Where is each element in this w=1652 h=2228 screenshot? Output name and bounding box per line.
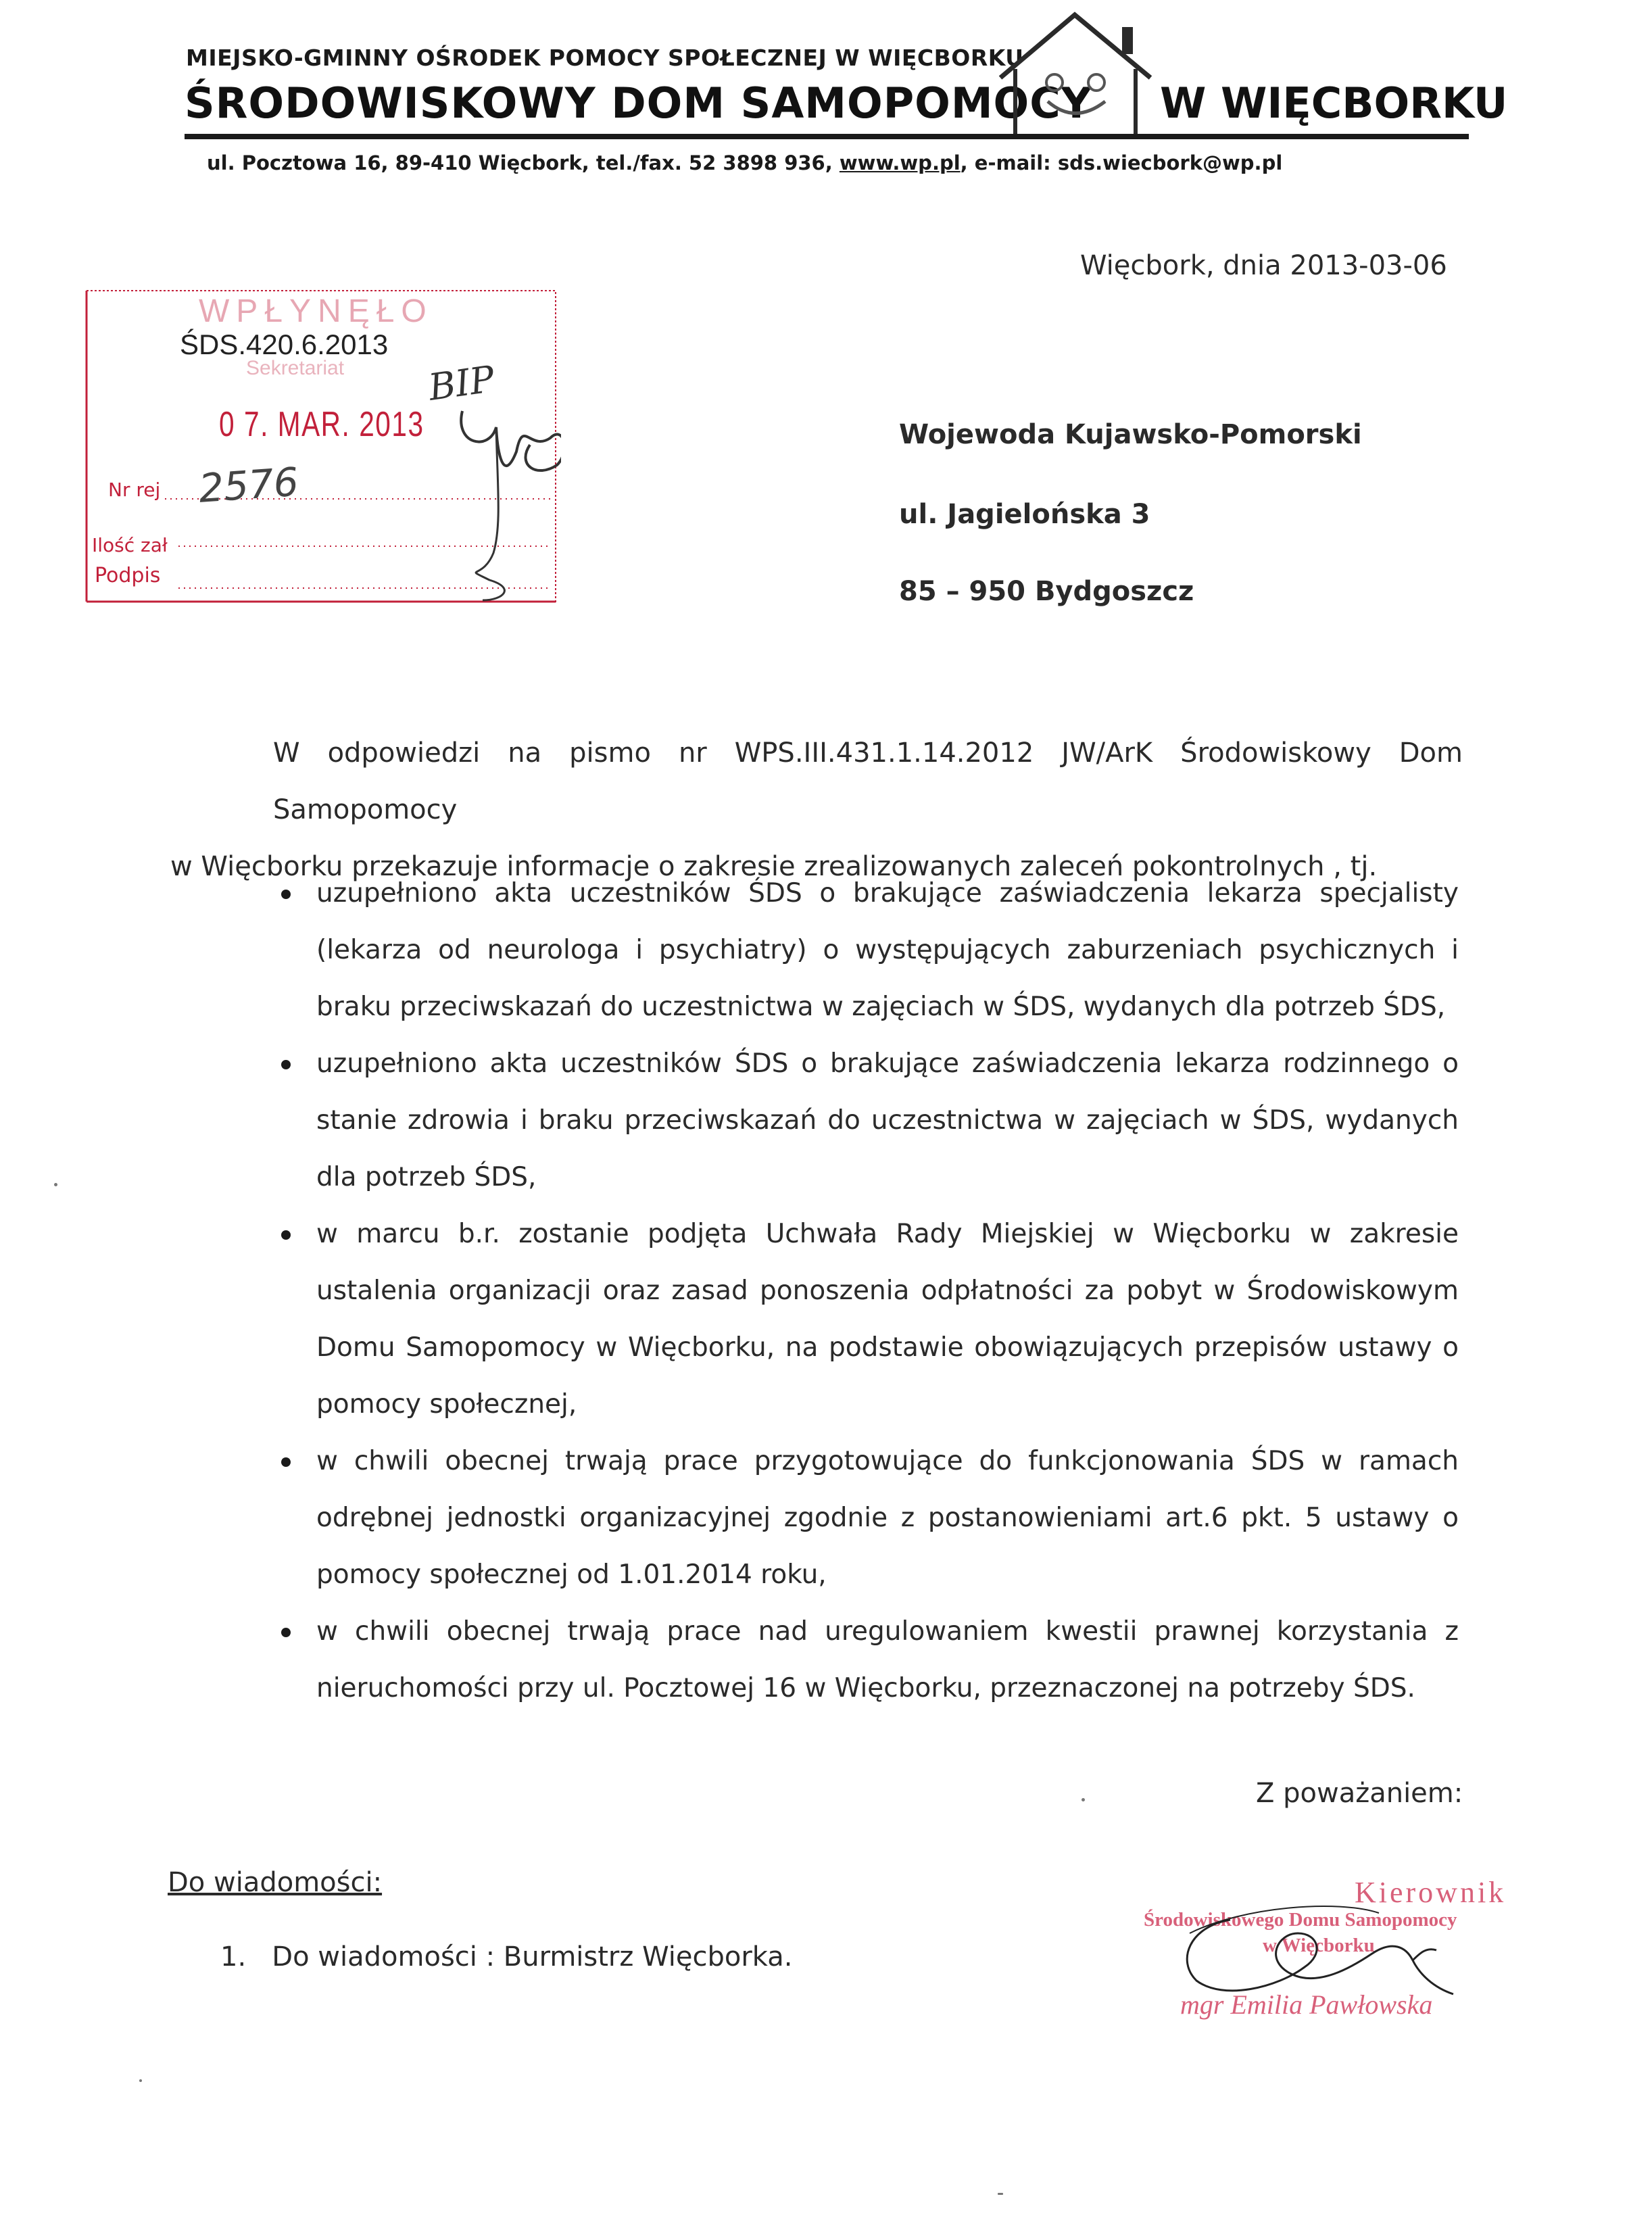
house-logo-icon (973, 7, 1176, 142)
list-item: uzupełniono akta uczestników ŚDS o brakujące zaświadczenia lekarza rodzinnego o stanie zdrowia i braku przeciwskazań do uczestnictwa w zajęciach w ŚDS, wydanych dla potrzeb ŚDS, (316, 1036, 1459, 1206)
closing-salutation: Z poważaniem: (1256, 1778, 1463, 1809)
intro-line-1: W odpowiedzi na pismo nr WPS.III.431.1.14.2012 JW/ArK Środowiskowy Dom Samopomocy (273, 737, 1463, 825)
stamp-title: WPŁYNĘŁO (199, 293, 433, 329)
stamp-nr-label: Nr rej (108, 479, 161, 501)
signature-city: w Więcborku (1263, 1935, 1375, 1956)
recipient-name: Wojewoda Kujawsko-Pomorski (899, 419, 1362, 450)
findings-list (316, 865, 1459, 1717)
stamp-ilosc-label: Ilość zał (92, 534, 168, 556)
cc-item: 1. Do wiadomości : Burmistrz Więcborka. (220, 1941, 793, 1972)
svg-text:Sekretariat: Sekretariat (246, 357, 345, 379)
parent-organization: MIEJSKO-GMINNY OŚRODEK POMOCY SPOŁECZNEJ W WIĘCBORKU (186, 45, 1024, 71)
website-link: www.wp.pl (839, 151, 961, 174)
bullet-icon (281, 1060, 291, 1069)
stamp-handwritten-number: 2576 (197, 458, 300, 512)
letterhead-rule (185, 134, 1469, 139)
scan-speck (139, 2079, 142, 2082)
scan-speck (54, 1183, 57, 1186)
signature-organization: Środowiskowego Domu Samopomocy (1144, 1909, 1457, 1931)
bullet-icon (281, 890, 291, 899)
organization-address: ul. Pocztowa 16, 89-410 Więcbork, tel./fax. 52 3898 936, www.wp.pl, e-mail: sds.wiecbork@wp.pl (207, 151, 1283, 174)
scan-speck (998, 2193, 1003, 2195)
list-item: uzupełniono akta uczestników ŚDS o brakujące zaświadczenia lekarza specjalisty (lekarza od neurologa i psychiatry) o występujących zaburzeniach psychicznych i braku przeciwskazań do uczestnictwa w zajęciach w ŚDS, wydanych dla potrzeb ŚDS, (316, 865, 1459, 1036)
list-item: w marcu b.r. zostanie podjęta Uchwała Rady Miejskiej w Więcborku w zakresie ustalenia organizacji oraz zasad ponoszenia odpłatności za pobyt w Środowiskowym Domu Samopomocy w Więcborku, na podstawie obowiązujących przepisów ustawy o pomocy społecznej, (316, 1206, 1459, 1433)
signature-title: Kierownik (1355, 1876, 1507, 1909)
recipient-street: ul. Jagielońska 3 (899, 499, 1150, 530)
handwritten-signature (1149, 1886, 1501, 2028)
stamp-received-date: 0 7. MAR. 2013 (219, 405, 424, 444)
stamp-handwritten-note: BIP (426, 357, 497, 409)
list-item: w chwili obecnej trwają prace nad uregulowaniem kwestii prawnej korzystania z nieruchomości przy ul. Pocztowej 16 w Więcborku, przeznaczonej na potrzeby ŚDS. (316, 1603, 1459, 1717)
cc-heading: Do wiadomości: (168, 1867, 383, 1898)
organization-city: W WIĘCBORKU (1160, 78, 1508, 128)
signature-name: mgr Emilia Pawłowska (1180, 1989, 1433, 2020)
list-item: w chwili obecnej trwają prace przygotowujące do funkcjonowania ŚDS w ramach odrębnej jednostki organizacyjnej zgodnie z postanowieniami art.6 pkt. 5 ustawy o pomocy społecznej od 1.01.2014 roku, (316, 1433, 1459, 1603)
organization-name: ŚRODOWISKOWY DOM SAMOPOMOCY (185, 78, 1092, 128)
bullet-icon (281, 1457, 291, 1467)
place-date: Więcbork, dnia 2013-03-06 (1080, 250, 1447, 281)
stamp-reference: ŚDS.420.6.2013 (180, 329, 389, 360)
recipient-city: 85 – 950 Bydgoszcz (899, 576, 1194, 607)
stamp-podpis-label: Podpis (95, 564, 161, 587)
bullet-icon (281, 1628, 291, 1637)
intro-line-2: w Więcborku przekazuje informacje o zakresie zrealizowanych zaleceń pokontrolnych , tj. (170, 851, 1378, 882)
scan-speck (1082, 1798, 1085, 1801)
bullet-icon (281, 1230, 291, 1240)
